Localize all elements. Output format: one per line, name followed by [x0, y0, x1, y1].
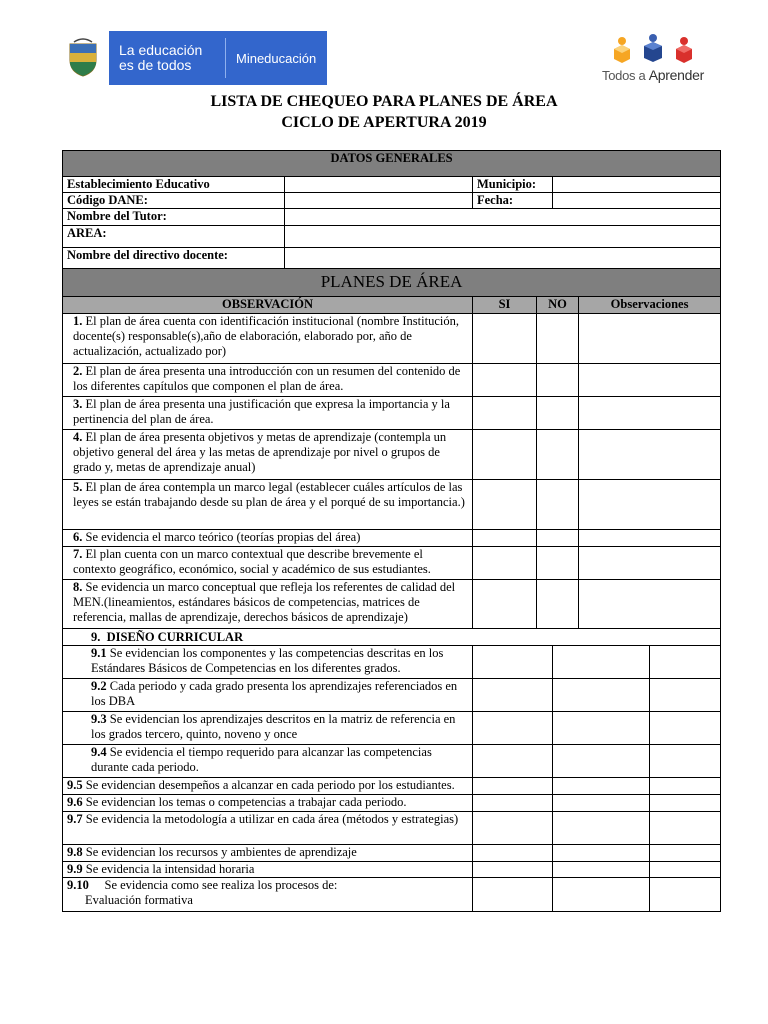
item-number: 8.: [73, 580, 83, 594]
item-text: Se evidencia el tiempo requerido para alcanzar las competencias durante cada periodo.: [91, 745, 432, 774]
observaciones-cell[interactable]: [650, 712, 721, 745]
cubes-logo-icon: [598, 33, 708, 67]
document-subtitle: CICLO DE APERTURA 2019: [281, 114, 487, 131]
observaciones-cell[interactable]: [579, 530, 721, 547]
observaciones-cell[interactable]: [579, 430, 721, 480]
observaciones-cell[interactable]: [579, 580, 721, 629]
si-cell[interactable]: [473, 646, 553, 679]
todos-a-aprender-logo: [598, 33, 708, 88]
si-cell[interactable]: [473, 712, 553, 745]
observaciones-cell[interactable]: [650, 845, 721, 862]
codigo-dane-field[interactable]: [285, 193, 473, 209]
observaciones-cell[interactable]: [579, 480, 721, 530]
checklist-subitem: [63, 812, 473, 845]
tutor-label: Nombre del Tutor:: [63, 209, 285, 226]
establecimiento-label: Establecimiento Educativo: [63, 177, 285, 193]
si-cell[interactable]: [473, 679, 553, 712]
item-number: 9.1: [91, 646, 107, 660]
item-text-line-2: Evaluación formativa: [85, 893, 193, 907]
checklist-item: [63, 430, 473, 480]
checklist-item: [63, 547, 473, 580]
observaciones-cell[interactable]: [650, 679, 721, 712]
item-text: Se evidencia como see realiza los procesos de:: [104, 878, 338, 892]
no-cell[interactable]: [537, 364, 579, 397]
item-number: 9.9: [67, 862, 83, 876]
col-observacion: OBSERVACIÓN: [63, 297, 473, 314]
checklist-subitem: [63, 646, 473, 679]
no-cell[interactable]: [553, 878, 650, 912]
observaciones-cell[interactable]: [650, 745, 721, 778]
item-text: Se evidencia el marco teórico (teorías propias del área): [85, 530, 361, 544]
brand-line-1: La educación: [119, 42, 203, 58]
si-cell[interactable]: [473, 430, 537, 480]
si-cell[interactable]: [473, 547, 537, 580]
si-cell[interactable]: [473, 862, 553, 878]
section-number: 9.: [91, 630, 101, 644]
no-cell[interactable]: [553, 795, 650, 812]
item-number: 9.8: [67, 845, 83, 859]
checklist-subitem: [63, 845, 473, 862]
observaciones-cell[interactable]: [579, 364, 721, 397]
item-number: 1.: [73, 314, 83, 328]
checklist-subitem: [63, 862, 473, 878]
item-number: 5.: [73, 480, 83, 494]
no-cell[interactable]: [537, 480, 579, 530]
si-cell[interactable]: [473, 314, 537, 364]
item-text: El plan de área cuenta con identificación institucional (nombre Institución, docente(s) responsable(s),año de elaboración, elaborado por, año de actualización, actualizado por): [73, 314, 459, 358]
si-cell[interactable]: [473, 530, 537, 547]
item-number: 9.4: [91, 745, 107, 759]
tutor-field[interactable]: [285, 209, 721, 226]
item-number: 9.7: [67, 812, 83, 826]
item-text: Se evidencian los aprendizajes descritos en la matriz de referencia en los grados tercero, quinto, noveno y once: [91, 712, 456, 741]
si-cell[interactable]: [473, 580, 537, 629]
no-cell[interactable]: [553, 712, 650, 745]
item-text: El plan de área contempla un marco legal (establecer cuáles artículos de las leyes se están trabajando desde su plan de área y el porqué de su importancia.): [73, 480, 465, 509]
no-cell[interactable]: [537, 580, 579, 629]
document-title: LISTA DE CHEQUEO PARA PLANES DE ÁREA: [210, 93, 558, 110]
item-text: Se evidencia la metodología a utilizar en cada área (métodos y estrategias): [85, 812, 459, 826]
item-number: 6.: [73, 530, 83, 544]
area-label: AREA:: [63, 226, 285, 248]
item-text: El plan cuenta con un marco contextual que describe brevemente el contexto geográfico, económico, social y académico de sus estudiantes.: [73, 547, 431, 576]
checklist-item: [63, 480, 473, 530]
si-cell[interactable]: [473, 397, 537, 430]
item-text: Se evidencia la intensidad horaria: [85, 862, 255, 876]
brand-divider: [225, 38, 226, 78]
item-text: El plan de área presenta una justificación que expresa la importancia y la pertinencia del plan de área.: [73, 397, 450, 426]
item-text: Se evidencia un marco conceptual que refleja los referentes de calidad del MEN.(lineamientos, estándares básicos de competencias, matrices de referencia, mallas de aprendizaje, derechos básicos de aprendizaje): [73, 580, 456, 624]
item-number: 9.10: [67, 878, 89, 892]
no-cell[interactable]: [553, 679, 650, 712]
si-cell[interactable]: [473, 812, 553, 845]
area-field[interactable]: [285, 226, 721, 248]
observaciones-cell[interactable]: [579, 314, 721, 364]
checklist-subitem: [63, 679, 473, 712]
checklist-subitem: [63, 778, 473, 795]
no-cell[interactable]: [553, 646, 650, 679]
si-cell[interactable]: [473, 778, 553, 795]
observaciones-cell[interactable]: [650, 812, 721, 845]
checklist-item: [63, 364, 473, 397]
item-number: 7.: [73, 547, 83, 561]
item-text: Cada periodo y cada grado presenta los aprendizajes referenciados en los DBA: [91, 679, 458, 708]
mineducacion-banner: [57, 31, 327, 85]
coat-of-arms-icon: [57, 31, 109, 85]
item-number: 9.6: [67, 795, 83, 809]
diseno-curricular-heading: [63, 629, 721, 646]
checklist-subitem: [63, 745, 473, 778]
ministry-name: Mineducación: [236, 50, 317, 66]
item-text: Se evidencian los componentes y las competencias descritas en los Estándares Básicos de Competencias en los diferentes grados.: [91, 646, 444, 675]
item-text: El plan de área presenta una introducción con un resumen del contenido de los diferentes capítulos que componen el plan de área.: [73, 364, 461, 393]
checklist-item: [63, 397, 473, 430]
si-cell[interactable]: [473, 480, 537, 530]
no-cell[interactable]: [537, 547, 579, 580]
item-number: 2.: [73, 364, 83, 378]
logo-caption: [598, 67, 708, 83]
col-observaciones: Observaciones: [579, 297, 721, 314]
item-number: 4.: [73, 430, 83, 444]
observaciones-cell[interactable]: [650, 878, 721, 912]
item-text: Se evidencian los recursos y ambientes de aprendizaje: [85, 845, 357, 859]
no-cell[interactable]: [553, 845, 650, 862]
brand-text: [109, 43, 219, 73]
no-cell[interactable]: [537, 430, 579, 480]
checklist-subitem: [63, 712, 473, 745]
establecimiento-field[interactable]: [285, 177, 473, 193]
section-label: DISEÑO CURRICULAR: [106, 630, 244, 644]
logo-caption-suffix: Aprender: [648, 67, 704, 83]
brand-line-2: es de todos: [119, 57, 192, 73]
no-cell[interactable]: [553, 778, 650, 795]
observaciones-cell[interactable]: [650, 778, 721, 795]
codigo-dane-label: Código DANE:: [63, 193, 285, 209]
item-number: 9.2: [91, 679, 107, 693]
no-cell[interactable]: [553, 862, 650, 878]
logo-caption-prefix: Todos a: [602, 68, 646, 83]
observaciones-cell[interactable]: [579, 397, 721, 430]
col-si: SI: [473, 297, 537, 314]
si-cell[interactable]: [473, 364, 537, 397]
checklist-subitem: [63, 795, 473, 812]
municipio-label: Municipio:: [473, 177, 553, 193]
observaciones-cell[interactable]: [579, 547, 721, 580]
checklist-item: [63, 580, 473, 629]
item-number: 9.3: [91, 712, 107, 726]
planes-heading: PLANES DE ÁREA: [63, 269, 721, 297]
datos-generales-heading: DATOS GENERALES: [63, 151, 721, 177]
si-cell[interactable]: [473, 745, 553, 778]
item-text: Se evidencian desempeños a alcanzar en cada periodo por los estudiantes.: [85, 778, 455, 792]
observaciones-cell[interactable]: [650, 862, 721, 878]
observaciones-cell[interactable]: [650, 795, 721, 812]
si-cell[interactable]: [473, 845, 553, 862]
observaciones-cell[interactable]: [650, 646, 721, 679]
col-no: NO: [537, 297, 579, 314]
fecha-label: Fecha:: [473, 193, 553, 209]
checklist-subitem: [63, 878, 473, 912]
item-text: El plan de área presenta objetivos y metas de aprendizaje (contempla un objetivo general del área y las metas de aprendizaje por nivel o grupos de grado y, metas de aprendizaje anual): [73, 430, 447, 474]
item-number: 3.: [73, 397, 83, 411]
no-cell[interactable]: [553, 745, 650, 778]
fecha-field[interactable]: [553, 193, 721, 209]
checklist-table: [62, 150, 721, 912]
no-cell[interactable]: [537, 397, 579, 430]
si-cell[interactable]: [473, 878, 553, 912]
directivo-label: Nombre del directivo docente:: [63, 248, 285, 269]
si-cell[interactable]: [473, 795, 553, 812]
no-cell[interactable]: [537, 530, 579, 547]
item-text: Se evidencian los temas o competencias a trabajar cada periodo.: [85, 795, 407, 809]
no-cell[interactable]: [537, 314, 579, 364]
item-number: 9.5: [67, 778, 83, 792]
directivo-field[interactable]: [285, 248, 721, 269]
municipio-field[interactable]: [553, 177, 721, 193]
checklist-item: [63, 530, 473, 547]
checklist-item: [63, 314, 473, 364]
no-cell[interactable]: [553, 812, 650, 845]
